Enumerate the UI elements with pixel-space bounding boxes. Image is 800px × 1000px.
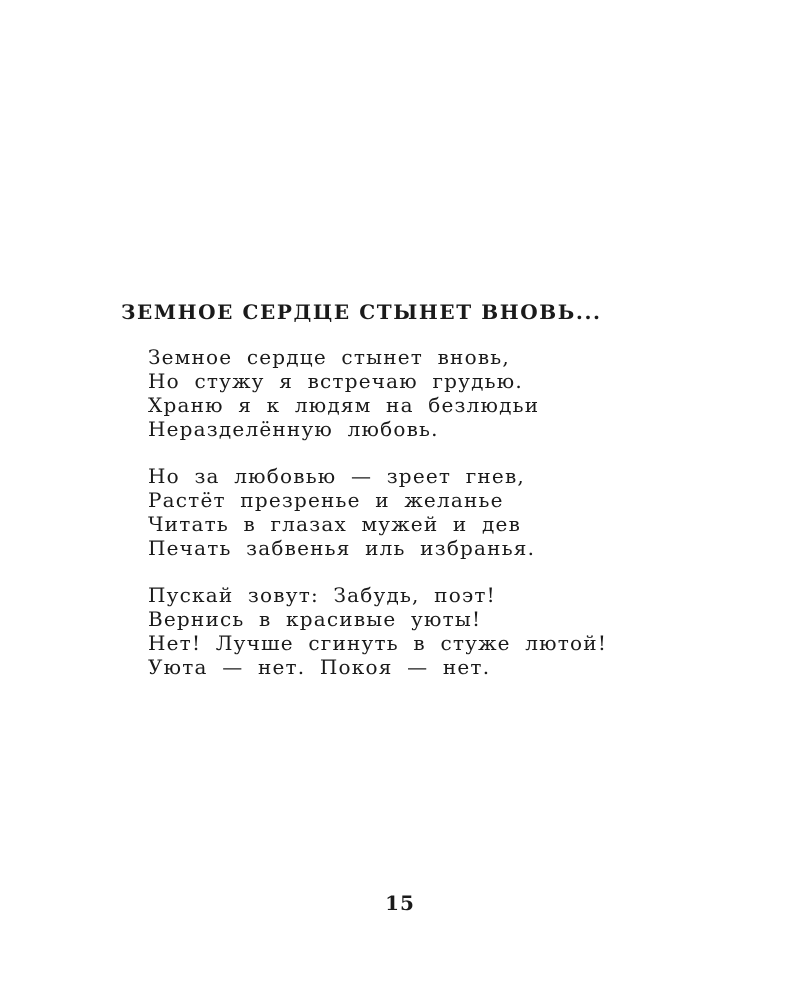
poem-line: Нет! Лучше сгинуть в стуже лютой! xyxy=(148,631,608,655)
poem-line: Храню я к людям на безлюдьи xyxy=(148,393,540,417)
page-number: 15 xyxy=(385,891,415,915)
poem-body xyxy=(148,345,708,702)
poem-line: Но стужу я встречаю грудью. xyxy=(148,369,523,393)
poem-line: Вернись в красивые уюты! xyxy=(148,607,482,631)
poem-line: Пускай зовут: Забудь, поэт! xyxy=(148,583,496,607)
stanza-1 xyxy=(148,345,708,441)
poem-line: Но за любовью — зреет гнев, xyxy=(148,464,525,488)
poem-line: Неразделённую любовь. xyxy=(148,417,439,441)
poem-line: Земное сердце стынет вновь, xyxy=(148,345,510,369)
poem-line: Печать забвенья иль избранья. xyxy=(148,536,536,560)
poem-title: ЗЕМНОЕ СЕРДЦЕ СТЫНЕТ ВНОВЬ... xyxy=(121,300,602,324)
poem-line: Растёт презренье и желанье xyxy=(148,488,504,512)
poem-line: Читать в глазах мужей и дев xyxy=(148,512,522,536)
poem-line: Уюта — нет. Покоя — нет. xyxy=(148,655,491,679)
stanza-2 xyxy=(148,464,708,560)
stanza-3 xyxy=(148,583,708,679)
